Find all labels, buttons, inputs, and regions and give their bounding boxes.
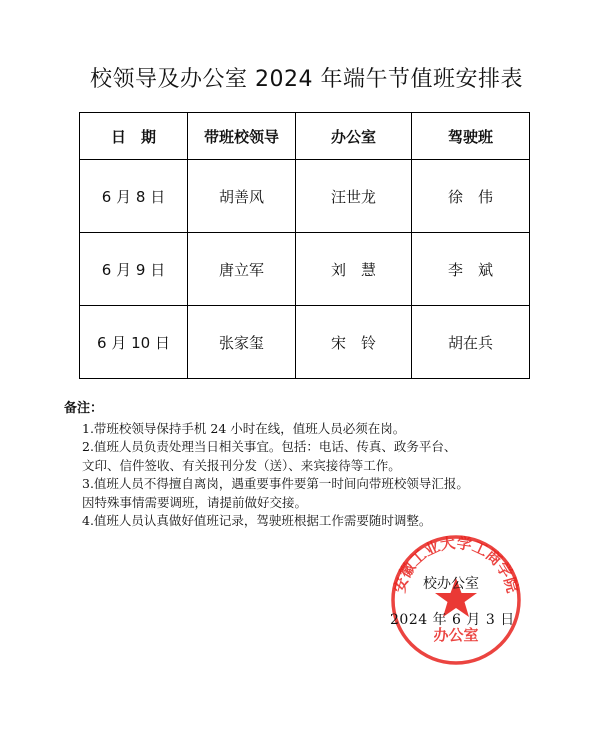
table-row — [80, 306, 530, 379]
official-seal-icon — [388, 532, 524, 668]
note-item-continued: 因特殊事情需要调班，请提前做好交接。 — [82, 494, 308, 510]
note-item: 1.带班校领导保持手机 24 小时在线，值班人员必须在岗。 — [82, 420, 406, 436]
notes-section — [64, 400, 554, 531]
header-office: 办公室 — [296, 113, 412, 160]
seal-ring-text: 安徽工业大学工商学院 — [390, 533, 522, 595]
header-leader: 带班校领导 — [188, 113, 296, 160]
cell-driver: 徐 伟 — [412, 160, 530, 233]
note-item: 2.值班人员负责处理当日相关事宜。包括：电话、传真、政务平台、 — [82, 439, 457, 454]
header-date: 日 期 — [80, 113, 188, 160]
table-row — [80, 233, 530, 306]
cell-office: 宋 铃 — [296, 306, 412, 379]
cell-date: 6 月 9 日 — [80, 233, 188, 306]
cell-office: 汪世龙 — [296, 160, 412, 233]
cell-leader: 张家玺 — [188, 306, 296, 379]
table-row — [80, 160, 530, 233]
issuer-office: 校办公室 — [423, 576, 479, 592]
cell-date: 6 月 8 日 — [80, 160, 188, 233]
note-item-continued: 文印、信件签收、有关报刊分发（送）、来宾接待等工作。 — [82, 457, 401, 473]
seal-bottom-text: 办公室 — [433, 626, 479, 644]
note-item: 4.值班人员认真做好值班记录，驾驶班根据工作需要随时调整。 — [82, 513, 432, 528]
cell-leader: 唐立军 — [188, 233, 296, 306]
cell-date: 6 月 10 日 — [80, 306, 188, 379]
table-header-row — [80, 113, 530, 160]
document-title: 校领导及办公室 2024 年端午节值班安排表 — [90, 67, 523, 92]
duty-table — [79, 112, 530, 379]
issue-date: 2024 年 6 月 3 日 — [390, 612, 515, 628]
header-driver: 驾驶班 — [412, 113, 530, 160]
cell-driver: 胡在兵 — [412, 306, 530, 379]
note-item: 3.值班人员不得擅自离岗，遇重要事件要第一时间向带班校领导汇报。 — [82, 476, 469, 491]
cell-office: 刘 慧 — [296, 233, 412, 306]
cell-leader: 胡善风 — [188, 160, 296, 233]
notes-heading: 备注： — [64, 401, 104, 416]
cell-driver: 李 斌 — [412, 233, 530, 306]
